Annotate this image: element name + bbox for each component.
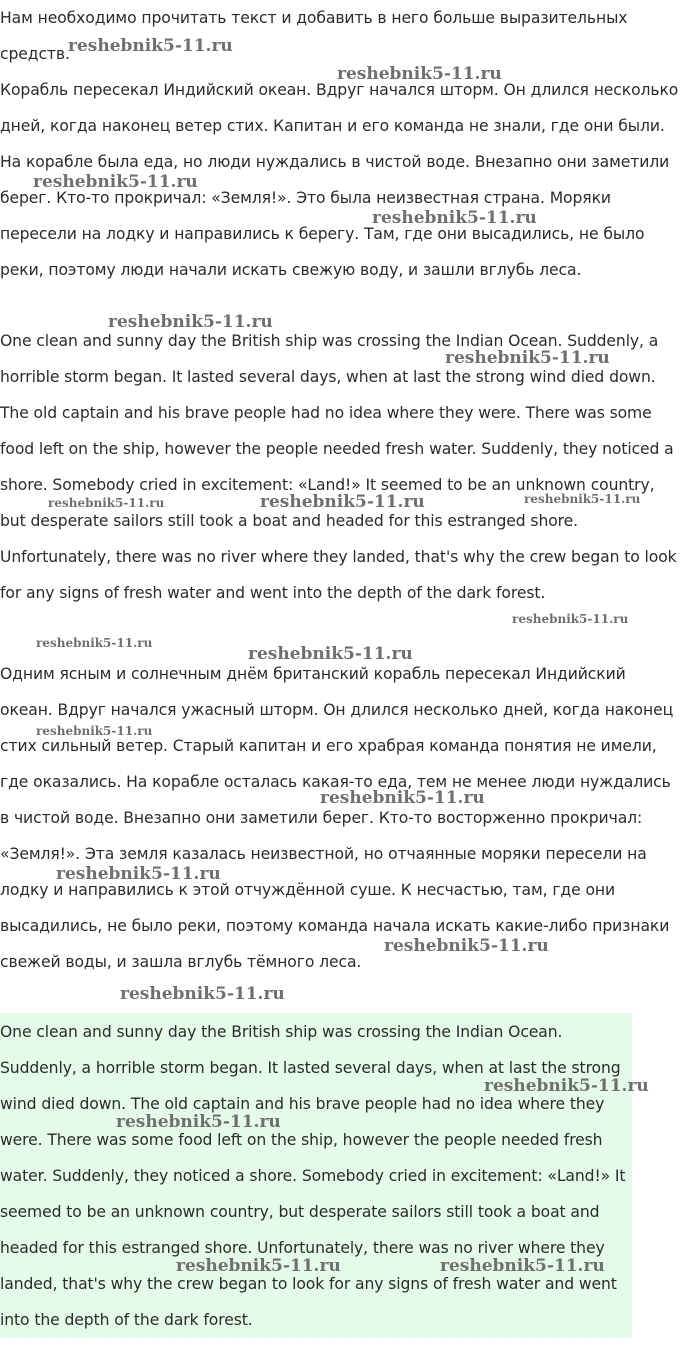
watermark: reshebnik5-11.ru [337, 64, 502, 84]
watermark: reshebnik5-11.ru [36, 636, 153, 650]
watermark: reshebnik5-11.ru [120, 984, 285, 1004]
russian-translation-text: Одним ясным и солнечным днём британский корабль пересекал Индийский океан. Вдруг начался ужасный шторм. Он длился несколько дней, когда наконец стих сильный ветер. Старый капитан и его храбрая команда понятия не имели, где оказались. На корабле осталась какая-то еда, тем не менее люди нуждались в чистой воде. Внезапно они заметили берег. Кто-то восторженно прокричал: «Земля!». Эта земля казалась неизвестной, но отчаянные моряки пересели на лодку и направились к этой отчуждённой суше. К несчастью, там, где они высадились, не было реки, поэтому команда начала искать какие-либо признаки свежей воды, и зашла вглубь тёмного леса. [0, 665, 674, 971]
watermark: reshebnik5-11.ru [56, 864, 221, 884]
russian-original-text: Корабль пересекал Индийский океан. Вдруг начался шторм. Он длился несколько дней, когда наконец ветер стих. Капитан и его команда не знали, где они были. На корабле была еда, но люди нуждались в чистой воде. Внезапно они заметили берег. Кто-то прокричал: «Земля!». Это была неизвестная страна. Моряки пересели на лодку и направились к берегу. Там, где они высадились, не было реки, поэтому люди начали искать свежую воду, и зашли вглубь леса. [0, 81, 679, 279]
watermark: reshebnik5-11.ru [248, 644, 413, 664]
watermark: reshebnik5-11.ru [176, 1256, 341, 1276]
watermark: reshebnik5-11.ru [48, 496, 165, 510]
watermark: reshebnik5-11.ru [116, 1112, 281, 1132]
english-answer-text: One clean and sunny day the British ship was crossing the Indian Ocean. Suddenly, a horrible storm began. It lasted several days, when at last the strong wind died down. The old captain and his brave people had no idea where they were. There was some food left on the ship, however the people needed fresh water. Suddenly, they noticed a shore. Somebody cried in excitement: «Land!» It seemed to be an unknown country, but desperate sailors still took a boat and headed for this estranged shore. Unfortunately, there was no river where they landed, that's why the crew began to look for any signs of fresh water and went into the depth of the dark forest. [0, 1023, 626, 1329]
watermark: reshebnik5-11.ru [484, 1076, 649, 1096]
english-expressive-text: One clean and sunny day the British ship was crossing the Indian Ocean. Suddenly, a horrible storm began. It lasted several days, when at last the strong wind died down. The old captain and his brave people had no idea where they were. There was some food left on the ship, however the people needed fresh water. Suddenly, they noticed a shore. Somebody cried in excitement: «Land!» It seemed to be an unknown country, but desperate sailors still took a boat and headed for this estranged shore. Unfortunately, there was no river where they landed, that's why the crew began to look for any signs of fresh water and went into the depth of the dark forest. [0, 332, 677, 602]
watermark: reshebnik5-11.ru [372, 208, 537, 228]
task-instruction: Нам необходимо прочитать текст и добавить в него больше выразительных средств. [0, 9, 628, 63]
watermark: reshebnik5-11.ru [260, 492, 425, 512]
watermark: reshebnik5-11.ru [440, 1256, 605, 1276]
watermark: reshebnik5-11.ru [524, 492, 641, 506]
watermark: reshebnik5-11.ru [512, 612, 629, 626]
watermark: reshebnik5-11.ru [384, 936, 549, 956]
watermark: reshebnik5-11.ru [445, 348, 610, 368]
watermark: reshebnik5-11.ru [320, 788, 485, 808]
watermark: reshebnik5-11.ru [68, 36, 233, 56]
watermark: reshebnik5-11.ru [36, 724, 153, 738]
watermark: reshebnik5-11.ru [33, 172, 198, 192]
watermark: reshebnik5-11.ru [108, 312, 273, 332]
